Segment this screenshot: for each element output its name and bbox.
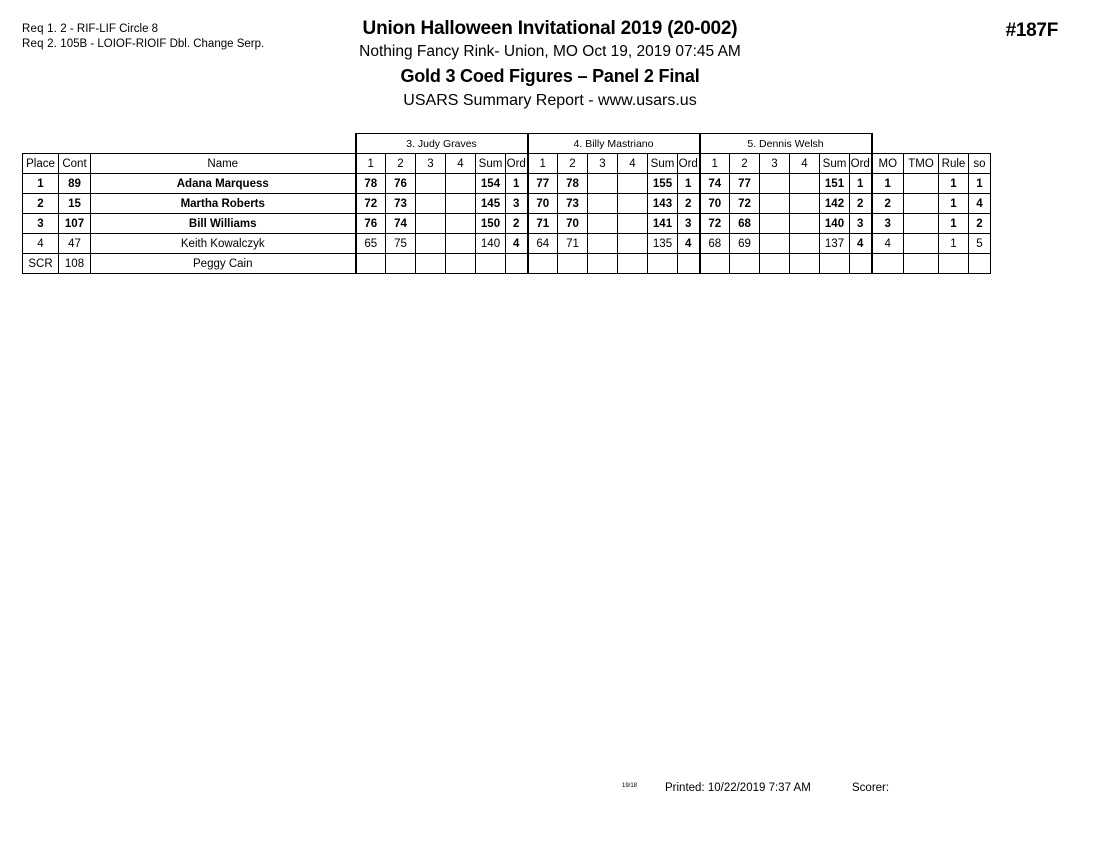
row-j1-sum: 154 (476, 174, 506, 194)
row-j3-sum: 142 (820, 194, 850, 214)
row-rule: 1 (939, 174, 969, 194)
row-j1-sum: 150 (476, 214, 506, 234)
row-j1-fig3 (416, 174, 446, 194)
judge-banner-spacer-right (872, 134, 991, 154)
row-rule: 1 (939, 194, 969, 214)
header-j2-ord: Ord (678, 154, 700, 174)
row-j2-ord (678, 254, 700, 274)
row-j2-fig1: 64 (528, 234, 558, 254)
row-j3-sum: 140 (820, 214, 850, 234)
row-j2-sum: 141 (648, 214, 678, 234)
row-j3-fig1: 74 (700, 174, 730, 194)
row-j3-fig4 (790, 194, 820, 214)
document-title-block (0, 18, 1100, 110)
row-name: Martha Roberts (91, 194, 356, 214)
header-j3-fig4: 4 (790, 154, 820, 174)
row-j1-ord: 4 (506, 234, 528, 254)
footer-printed-timestamp: Printed: 10/22/2019 7:37 AM (665, 782, 811, 794)
row-rule: 1 (939, 234, 969, 254)
row-j2-sum: 155 (648, 174, 678, 194)
header-j1-sum: Sum (476, 154, 506, 174)
row-j3-fig4 (790, 174, 820, 194)
row-name: Adana Marquess (91, 174, 356, 194)
row-j1-fig1: 72 (356, 194, 386, 214)
row-j2-fig1: 77 (528, 174, 558, 194)
row-cont: 15 (59, 194, 91, 214)
row-j3-sum: 137 (820, 234, 850, 254)
requirement-1-code: 2 (60, 23, 67, 35)
division-title: Gold 3 Coed Figures – Panel 2 Final (400, 66, 700, 86)
row-j2-sum: 135 (648, 234, 678, 254)
row-mo: 1 (872, 174, 904, 194)
row-j3-sum: 151 (820, 174, 850, 194)
header-j1-fig4: 4 (446, 154, 476, 174)
row-j2-fig1: 71 (528, 214, 558, 234)
row-name: Keith Kowalczyk (91, 234, 356, 254)
row-mo: 4 (872, 234, 904, 254)
footer-scorer-label: Scorer: (852, 782, 890, 794)
row-j3-fig2 (730, 254, 760, 274)
row-j2-fig2: 78 (558, 174, 588, 194)
row-j3-ord: 1 (850, 174, 872, 194)
row-j3-fig4 (790, 234, 820, 254)
row-j1-fig2: 75 (386, 234, 416, 254)
row-so: 4 (969, 194, 991, 214)
row-place: SCR (23, 254, 59, 274)
row-j1-sum: 145 (476, 194, 506, 214)
header-j1-fig1: 1 (356, 154, 386, 174)
row-j2-fig2 (558, 254, 588, 274)
row-j3-ord: 3 (850, 214, 872, 234)
header-j3-fig1: 1 (700, 154, 730, 174)
row-j3-fig4 (790, 254, 820, 274)
table-row (23, 214, 991, 234)
row-cont: 89 (59, 174, 91, 194)
row-j2-fig3 (588, 254, 618, 274)
row-j3-ord: 4 (850, 234, 872, 254)
judge-banner-row (23, 134, 991, 154)
header-j1-ord: Ord (506, 154, 528, 174)
report-subtitle: USARS Summary Report - www.usars.us (403, 92, 697, 109)
row-j2-fig3 (588, 214, 618, 234)
results-table (22, 133, 991, 274)
judge-3-banner: 5. Dennis Welsh (700, 134, 872, 154)
header-j2-fig1: 1 (528, 154, 558, 174)
row-j1-fig1: 76 (356, 214, 386, 234)
header-j3-ord: Ord (850, 154, 872, 174)
row-so: 1 (969, 174, 991, 194)
row-j3-fig1: 68 (700, 234, 730, 254)
row-j3-fig4 (790, 214, 820, 234)
row-j2-fig4 (618, 234, 648, 254)
row-place: 3 (23, 214, 59, 234)
row-j2-fig4 (618, 174, 648, 194)
header-j3-fig2: 2 (730, 154, 760, 174)
row-j3-fig3 (760, 174, 790, 194)
row-j1-fig2: 74 (386, 214, 416, 234)
event-title: Union Halloween Invitational 2019 (20-002) (362, 18, 738, 39)
requirement-2-desc: - LOIOF-RIOIF Dbl. Change Serp. (90, 38, 265, 50)
row-j3-fig3 (760, 194, 790, 214)
requirement-1-label: Req 1. (22, 23, 58, 35)
row-j3-ord: 2 (850, 194, 872, 214)
row-j1-ord: 1 (506, 174, 528, 194)
row-j3-fig3 (760, 254, 790, 274)
row-j3-fig2: 68 (730, 214, 760, 234)
row-j3-fig2: 69 (730, 234, 760, 254)
row-j1-fig2: 73 (386, 194, 416, 214)
header-j1-fig3: 3 (416, 154, 446, 174)
row-j2-fig3 (588, 234, 618, 254)
footer-version-code: 19/18 (622, 783, 638, 789)
judge-1-banner: 3. Judy Graves (356, 134, 528, 154)
row-tmo (904, 234, 939, 254)
row-j2-fig4 (618, 194, 648, 214)
header-place: Place (23, 154, 59, 174)
requirement-2-label: Req 2. (22, 38, 58, 50)
row-j3-fig2: 77 (730, 174, 760, 194)
venue-and-date: Nothing Fancy Rink- Union, MO Oct 19, 2019 07:45 AM (359, 43, 741, 60)
row-j1-ord (506, 254, 528, 274)
row-j1-fig3 (416, 234, 446, 254)
row-j1-sum: 140 (476, 234, 506, 254)
row-place: 2 (23, 194, 59, 214)
row-so (969, 254, 991, 274)
row-j2-ord: 1 (678, 174, 700, 194)
row-j1-fig3 (416, 194, 446, 214)
row-place: 1 (23, 174, 59, 194)
row-mo: 2 (872, 194, 904, 214)
row-j3-fig1 (700, 254, 730, 274)
row-j2-fig2: 70 (558, 214, 588, 234)
row-j3-fig3 (760, 234, 790, 254)
row-j3-fig2: 72 (730, 194, 760, 214)
row-cont: 108 (59, 254, 91, 274)
row-j1-sum (476, 254, 506, 274)
results-sheet (22, 133, 991, 274)
header-j2-sum: Sum (648, 154, 678, 174)
row-so: 2 (969, 214, 991, 234)
row-j2-fig3 (588, 174, 618, 194)
row-j3-ord (850, 254, 872, 274)
row-rule (939, 254, 969, 274)
row-j2-sum (648, 254, 678, 274)
header-j2-fig4: 4 (618, 154, 648, 174)
table-row (23, 254, 991, 274)
row-j2-fig1: 70 (528, 194, 558, 214)
row-j1-ord: 3 (506, 194, 528, 214)
table-row (23, 194, 991, 214)
row-tmo (904, 254, 939, 274)
table-row (23, 234, 991, 254)
row-mo: 3 (872, 214, 904, 234)
header-j2-fig2: 2 (558, 154, 588, 174)
row-j1-fig3 (416, 254, 446, 274)
row-j3-fig3 (760, 214, 790, 234)
header-tmo: TMO (904, 154, 939, 174)
row-j3-fig1: 72 (700, 214, 730, 234)
row-mo (872, 254, 904, 274)
row-j2-fig4 (618, 254, 648, 274)
header-mo: MO (872, 154, 904, 174)
header-name: Name (91, 154, 356, 174)
table-row (23, 174, 991, 194)
judge-2-banner: 4. Billy Mastriano (528, 134, 700, 154)
row-j1-fig2: 76 (386, 174, 416, 194)
page-footer (0, 780, 1100, 800)
row-j2-fig2: 71 (558, 234, 588, 254)
row-so: 5 (969, 234, 991, 254)
row-j1-fig1 (356, 254, 386, 274)
header-j3-sum: Sum (820, 154, 850, 174)
row-place: 4 (23, 234, 59, 254)
row-j1-ord: 2 (506, 214, 528, 234)
row-j1-fig4 (446, 234, 476, 254)
row-j3-fig1: 70 (700, 194, 730, 214)
row-j1-fig2 (386, 254, 416, 274)
row-j2-fig1 (528, 254, 558, 274)
requirement-1-desc: - RIF-LIF Circle 8 (69, 23, 159, 35)
row-j1-fig4 (446, 254, 476, 274)
row-j1-fig1: 65 (356, 234, 386, 254)
row-j1-fig3 (416, 214, 446, 234)
row-j2-ord: 2 (678, 194, 700, 214)
row-rule: 1 (939, 214, 969, 234)
header-j2-fig3: 3 (588, 154, 618, 174)
row-tmo (904, 174, 939, 194)
table-header-row (23, 154, 991, 174)
row-j2-ord: 3 (678, 214, 700, 234)
row-j2-sum: 143 (648, 194, 678, 214)
header-so: so (969, 154, 991, 174)
header-j1-fig2: 2 (386, 154, 416, 174)
row-j2-fig4 (618, 214, 648, 234)
row-j1-fig1: 78 (356, 174, 386, 194)
row-j1-fig4 (446, 174, 476, 194)
judge-banner-spacer (23, 134, 356, 154)
header-cont: Cont (59, 154, 91, 174)
row-j1-fig4 (446, 214, 476, 234)
requirement-2-code: 105B (60, 38, 88, 50)
row-j2-fig2: 73 (558, 194, 588, 214)
row-j1-fig4 (446, 194, 476, 214)
row-name: Peggy Cain (91, 254, 356, 274)
event-code: #187F (1005, 20, 1058, 41)
row-tmo (904, 194, 939, 214)
row-j3-sum (820, 254, 850, 274)
header-j3-fig3: 3 (760, 154, 790, 174)
row-tmo (904, 214, 939, 234)
row-name: Bill Williams (91, 214, 356, 234)
row-j2-fig3 (588, 194, 618, 214)
row-cont: 47 (59, 234, 91, 254)
row-cont: 107 (59, 214, 91, 234)
row-j2-ord: 4 (678, 234, 700, 254)
header-rule: Rule (939, 154, 969, 174)
